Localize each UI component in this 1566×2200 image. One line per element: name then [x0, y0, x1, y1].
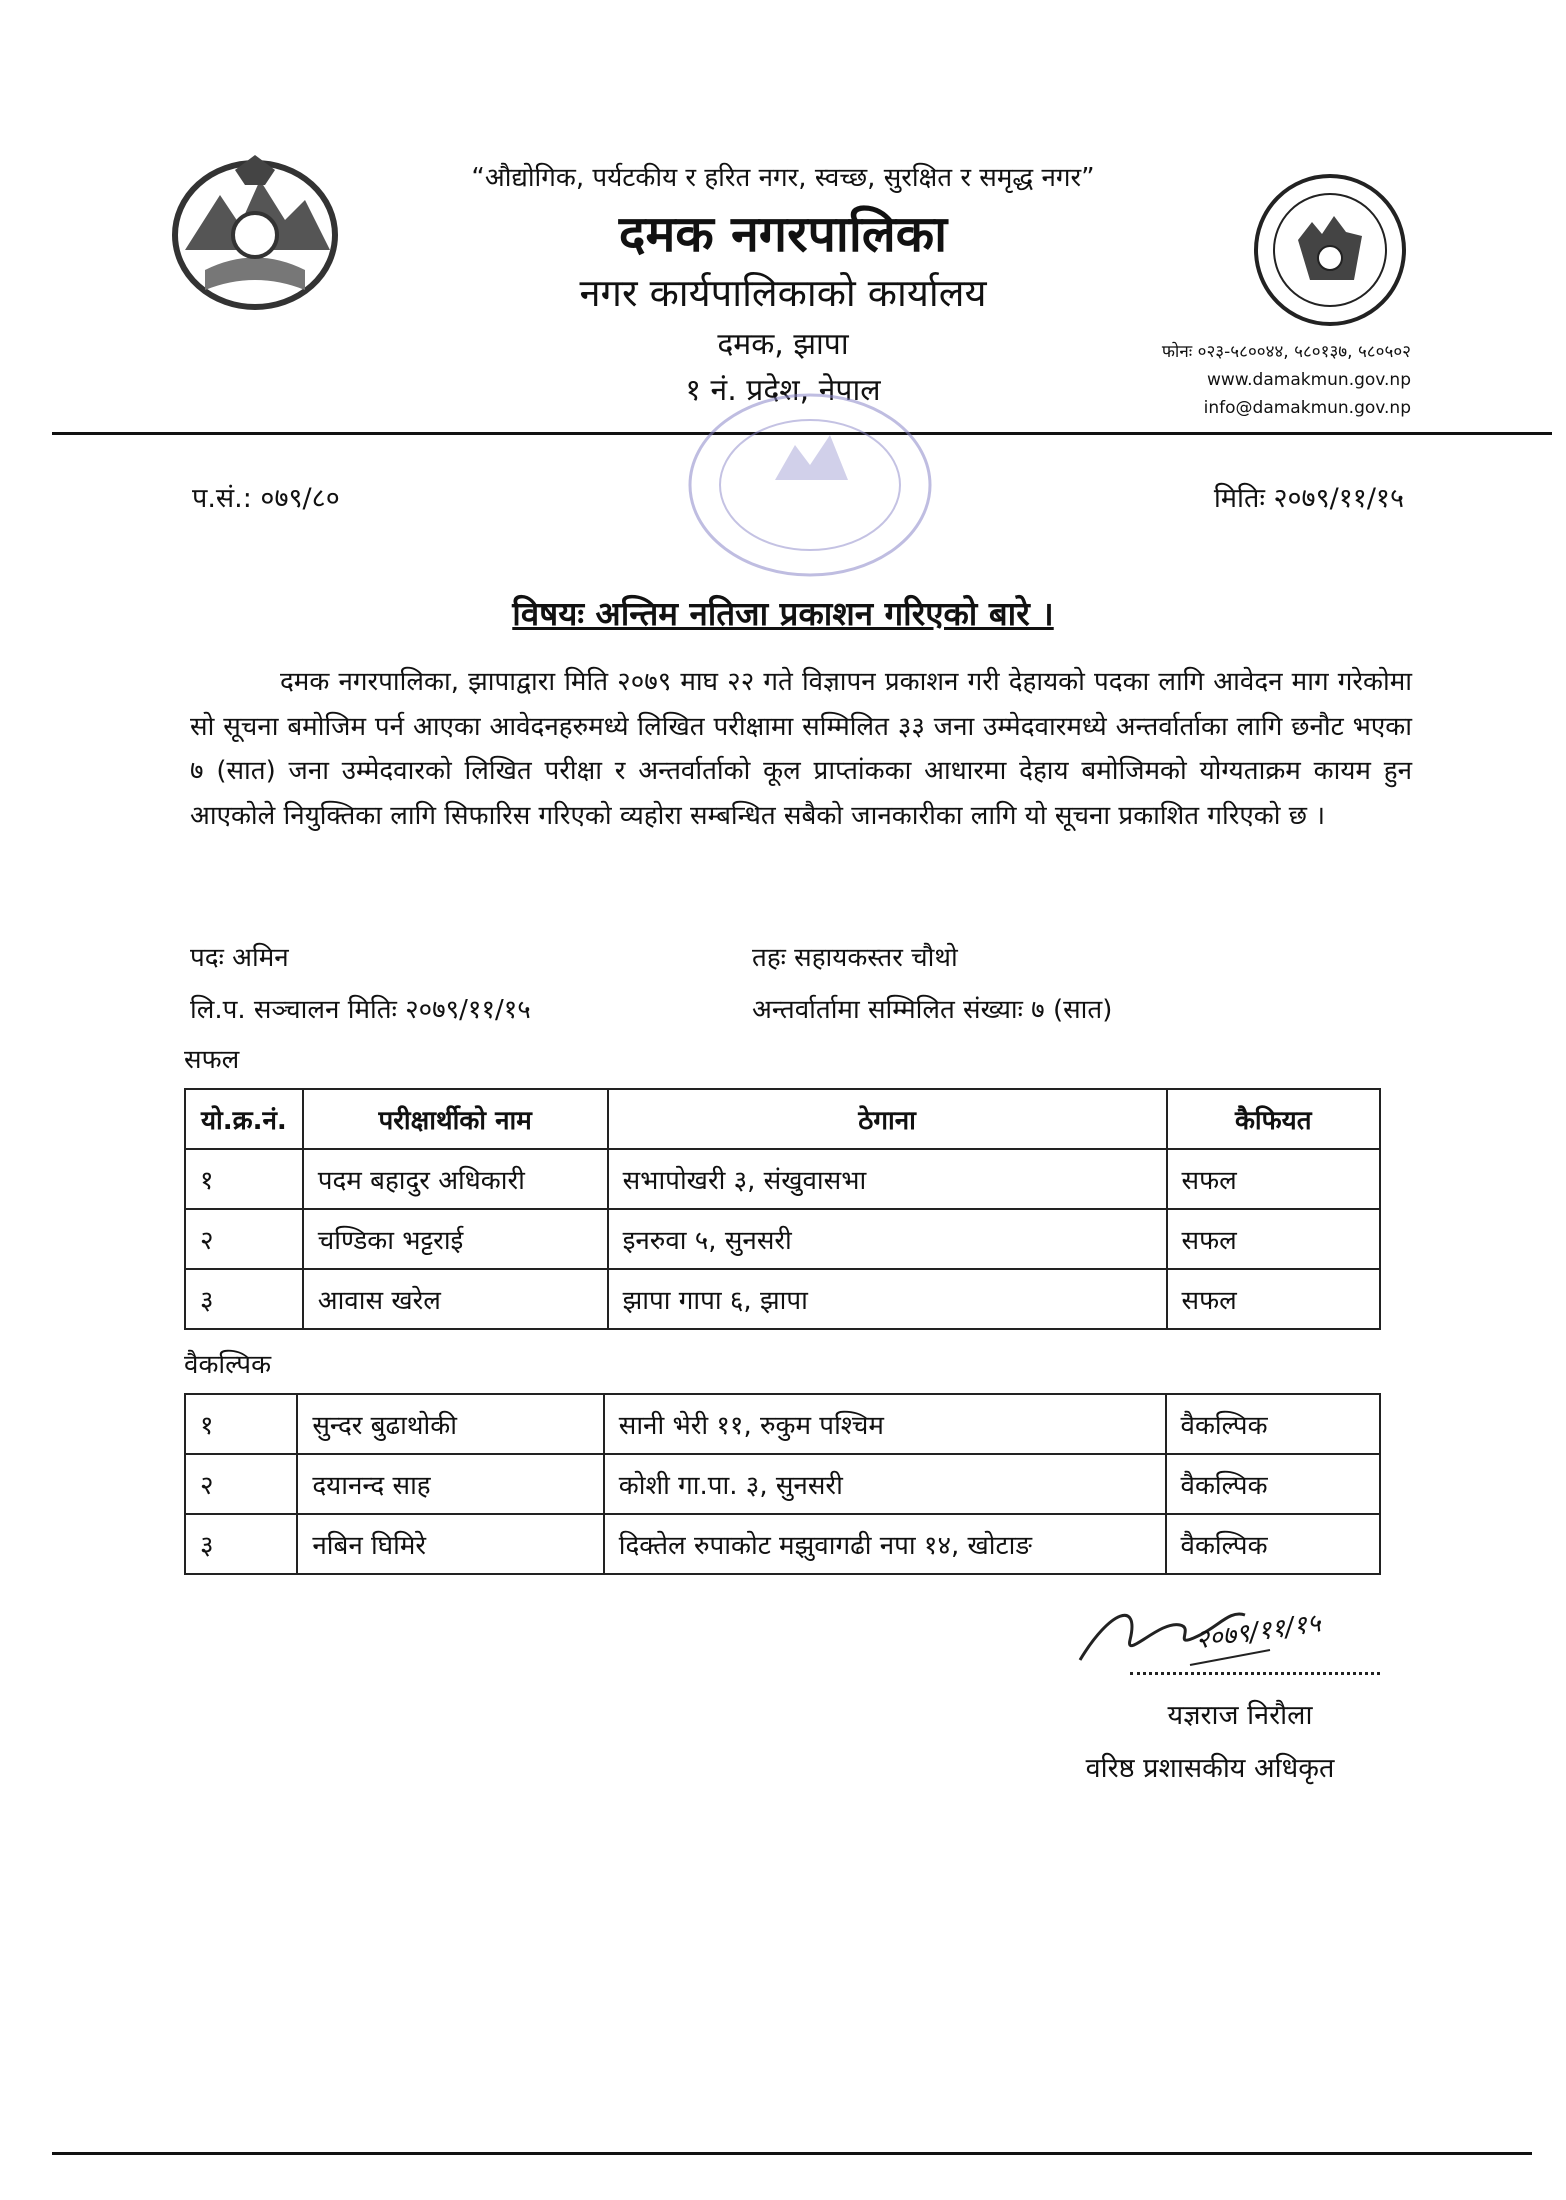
table-row — [185, 1209, 1380, 1269]
cell-remarks: सफल — [1167, 1209, 1380, 1269]
letter-body: दमक नगरपालिका, झापाद्वारा मिति २०७९ माघ २२ गते विज्ञापन प्रकाशन गरी देहायको पदका लागि आवेदन माग गरेकोमा सो सूचना बमोजिम पर्न आएका आवेदनहरुमध्ये लिखित परीक्षामा सम्मिलित ३३ जना उम्मेदवारमध्ये अन्तर्वार्ताका लागि छनौट भएका ७ (सात) जना उम्मेदवारको लिखित परीक्षा र अन्तर्वार्ताको कूल प्राप्तांकका आधारमा देहाय बमोजिमको योग्यताक्रम कायम हुन आएकोले नियुक्तिका लागि सिफारिस गरिएको व्यहोरा सम्बन्धित सबैको जानकारीका लागि यो सूचना प्रकाशित गरिएको छ । — [190, 667, 1412, 831]
cell-address: कोशी गा.पा. ३, सुनसरी — [604, 1454, 1166, 1514]
table-row — [185, 1454, 1380, 1514]
cell-serial: ३ — [185, 1514, 297, 1574]
cell-remarks: वैकल्पिक — [1166, 1454, 1381, 1514]
level-label: तहः सहायकस्तर चौथो — [752, 943, 958, 973]
cell-remarks: सफल — [1167, 1269, 1380, 1329]
interview-count-label: अन्तर्वार्तामा सम्मिलित संख्याः ७ (सात) — [752, 995, 1113, 1025]
contact-block — [1162, 338, 1411, 422]
cell-address: इनरुवा ५, सुनसरी — [608, 1209, 1167, 1269]
signature-line — [1130, 1672, 1380, 1675]
office-stamp-icon — [680, 385, 940, 589]
cell-name: नबिन घिमिरे — [297, 1514, 603, 1574]
phone-text: फोनः ०२३-५८००४४, ५८०१३७, ५८०५०२ — [1161, 342, 1411, 362]
municipality-logo-icon — [1250, 170, 1410, 334]
office-address-province: १ नं. प्रदेश, नेपाल — [685, 373, 881, 408]
table-row — [185, 1269, 1380, 1329]
cell-remarks: वैकल्पिक — [1166, 1514, 1381, 1574]
office-motto: “औद्योगिक, पर्यटकीय र हरित नगर, स्वच्छ, सुरक्षित र समृद्ध नगर” — [471, 163, 1095, 193]
col-header-address: ठेगाना — [608, 1089, 1167, 1149]
cell-name: चण्डिका भट्टराई — [303, 1209, 608, 1269]
table-row — [185, 1394, 1380, 1454]
cell-name: सुन्दर बुढाथोकी — [297, 1394, 603, 1454]
successful-table — [184, 1088, 1381, 1330]
letter-date: मितिः २०७९/११/१५ — [1213, 483, 1404, 514]
email-link[interactable]: info@damakmun.gov.np — [1203, 398, 1411, 418]
cell-serial: १ — [185, 1394, 297, 1454]
alternate-section-label: वैकल्पिक — [184, 1350, 272, 1380]
cell-serial: १ — [185, 1149, 303, 1209]
alternate-table — [184, 1393, 1381, 1575]
post-label: पदः अमिन — [190, 943, 289, 973]
letter-subject: विषयः अन्तिम नतिजा प्रकाशन गरिएको बारे । — [512, 594, 1054, 633]
office-subtitle: नगर कार्यपालिकाको कार्यालय — [579, 271, 987, 315]
col-header-name: परीक्षार्थीको नाम — [303, 1089, 608, 1149]
cell-name: दयानन्द साह — [297, 1454, 603, 1514]
signatory-name: यज्ञराज निरौला — [1167, 1700, 1313, 1731]
cell-address: सानी भेरी ११, रुकुम पश्चिम — [604, 1394, 1166, 1454]
col-header-remarks: कैफियत — [1167, 1089, 1380, 1149]
cell-address: झापा गापा ६, झापा — [608, 1269, 1167, 1329]
table-row — [185, 1149, 1380, 1209]
office-name: दमक नगरपालिका — [618, 205, 948, 263]
signatory-title: वरिष्ठ प्रशासकीय अधिकृत — [1085, 1753, 1335, 1784]
col-header-serial: यो.क्र.नं. — [185, 1089, 303, 1149]
exam-date-label: लि.प. सञ्चालन मितिः २०७९/११/१५ — [190, 995, 531, 1025]
table-row — [185, 1514, 1380, 1574]
cell-remarks: वैकल्पिक — [1166, 1394, 1381, 1454]
cell-serial: २ — [185, 1209, 303, 1269]
cell-address: सभापोखरी ३, संखुवासभा — [608, 1149, 1167, 1209]
cell-serial: २ — [185, 1454, 297, 1514]
successful-section-label: सफल — [184, 1045, 240, 1075]
cell-remarks: सफल — [1167, 1149, 1380, 1209]
office-address-city: दमक, झापा — [717, 327, 849, 362]
cell-address: दिक्तेल रुपाकोट मझुवागढी नपा १४, खोटाङ — [604, 1514, 1166, 1574]
reference-number: प.सं.: ०७९/८० — [192, 483, 340, 514]
cell-name: आवास खरेल — [303, 1269, 608, 1329]
signature-date: २०७९/११/१५ — [1193, 1608, 1323, 1656]
table-header-row — [185, 1089, 1380, 1149]
footer-divider — [52, 2152, 1532, 2155]
cell-serial: ३ — [185, 1269, 303, 1329]
cell-name: पदम बहादुर अधिकारी — [303, 1149, 608, 1209]
website-link[interactable]: www.damakmun.gov.np — [1207, 370, 1411, 390]
